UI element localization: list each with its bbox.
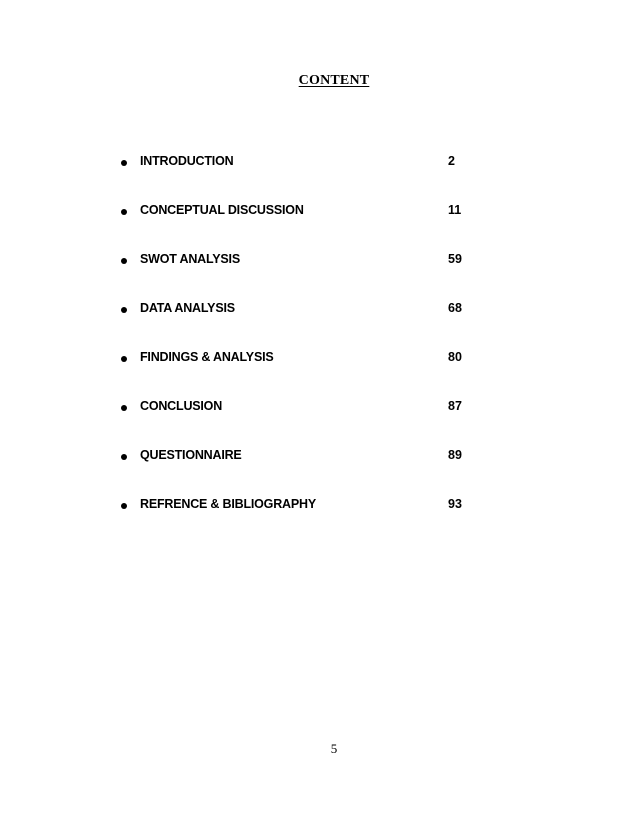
bullet-icon — [121, 307, 127, 313]
toc-item-label: SWOT ANALYSIS — [140, 252, 240, 266]
toc-item-findings-analysis — [118, 350, 478, 399]
bullet-icon — [121, 454, 127, 460]
bullet-icon — [121, 503, 127, 509]
toc-item-page: 2 — [448, 154, 455, 168]
toc-item-conclusion — [118, 399, 478, 448]
toc-item-page: 68 — [448, 301, 462, 315]
toc-item-questionnaire — [118, 448, 478, 497]
toc-item-introduction — [118, 154, 478, 203]
toc-item-label: QUESTIONNAIRE — [140, 448, 242, 462]
toc-item-page: 11 — [448, 203, 462, 217]
toc-item-swot-analysis — [118, 252, 478, 301]
toc-item-page: 59 — [448, 252, 462, 266]
bullet-icon — [121, 405, 127, 411]
bullet-icon — [121, 209, 127, 215]
toc-item-page: 80 — [448, 350, 462, 364]
toc-item-label: FINDINGS & ANALYSIS — [140, 350, 274, 364]
toc-item-label: REFRENCE & BIBLIOGRAPHY — [140, 497, 316, 511]
bullet-icon — [121, 258, 127, 264]
toc-item-page: 93 — [448, 497, 462, 511]
toc-item-label: INTRODUCTION — [140, 154, 234, 168]
bullet-icon — [121, 356, 127, 362]
toc-item-label: DATA ANALYSIS — [140, 301, 235, 315]
toc-item-page: 87 — [448, 399, 462, 413]
toc-item-page: 89 — [448, 448, 462, 462]
toc-item-reference-bibliography — [118, 497, 478, 546]
bullet-icon — [121, 160, 127, 166]
page-title: CONTENT — [298, 73, 370, 88]
toc-item-label: CONCLUSION — [140, 399, 223, 413]
page-number: 5 — [330, 741, 338, 756]
table-of-contents — [118, 154, 478, 546]
toc-item-label: CONCEPTUAL DISCUSSION — [140, 203, 304, 217]
toc-item-data-analysis — [118, 301, 478, 350]
toc-item-conceptual-discussion — [118, 203, 478, 252]
